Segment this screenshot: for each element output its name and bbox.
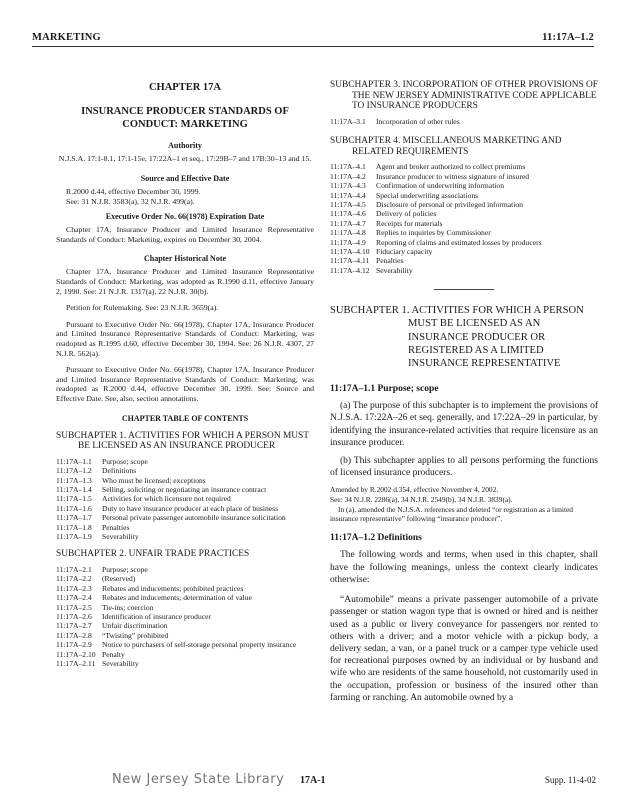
subchapter-1-heading: SUBCHAPTER 1. ACTIVITIES FOR WHICH A PERSON MUST BE LICENSED AS AN INSURANCE PRODUCER OR REGISTERED AS A LIMITED INSURANCE REPRESENTATIVE: [330, 305, 584, 370]
toc-row: [330, 238, 598, 247]
toc-section-number: 11:17A–4.10: [330, 247, 370, 257]
toc-row: [330, 209, 598, 218]
toc-section-number: 11:17A–1.4: [56, 484, 92, 494]
running-header: [32, 32, 594, 46]
toc-section-title: Identification of insurance producer: [102, 611, 212, 621]
source-heading: Source and Effective Date: [140, 174, 230, 183]
amendment-line: Amended by R.2002 d.354, effective November 4, 2002.: [330, 485, 499, 495]
toc-section-number: 11:17A–1.5: [56, 494, 92, 504]
toc-section-title: Duty to have insurance producer at each place of business: [102, 503, 279, 513]
toc-section-title: Delivery of policies: [376, 209, 437, 219]
toc-row: [330, 181, 598, 190]
toc-row: [56, 532, 314, 541]
left-column: [56, 78, 314, 668]
toc-row: [56, 621, 314, 630]
toc-section-number: 11:17A–2.2: [56, 574, 92, 584]
authority-heading: Authority: [168, 141, 202, 150]
header-section-number: 11:17A–1.2: [542, 32, 594, 43]
automobile-definition: “Automobile” means a private passenger automobile of a private passenger or station wagon type that is owned or hired and is neither used as a public or livery conveyance for passengers nor rented to others with a driver; and a motor vehicle with a pickup body, a delivery sedan, a van, or a panel truck or a camper type vehicle used for recreational purposes owned by an individual or by husband and wife who are residents of the same household, not customarily used in the occupation, profession or business of the insured other than farming or ranching. An automobile owned by a: [330, 595, 598, 703]
source-line: See: 31 N.J.R. 3583(a), 32 N.J.R. 499(a).: [66, 196, 195, 206]
toc-row: [56, 476, 314, 485]
amendment-line: See: 34 N.J.R. 2286(a), 34 N.J.R. 2549(b), 34 N.J.R. 3839(a).: [330, 495, 513, 505]
subchapter-1-title: SUBCHAPTER 1. ACTIVITIES FOR WHICH A PERSON MUST BE LICENSED AS AN INSURANCE PRODUCER: [56, 430, 309, 452]
toc-section-title: Receipts for materials: [376, 218, 443, 228]
toc-row: [56, 640, 314, 649]
toc-section-title: Severability: [376, 265, 413, 275]
authority-text: N.J.S.A. 17:1-8.1, 17:1-15e, 17:22A–1 et seq., 17:29B–7 and 17B:30–13 and 15.: [58, 154, 312, 163]
toc-section-number: 11:17A–2.3: [56, 583, 92, 593]
right-column: [330, 80, 598, 710]
toc-row: [330, 228, 598, 237]
toc-section-title: Severability: [102, 659, 139, 668]
toc-row: [330, 200, 598, 209]
toc-section-title: (Reserved): [102, 574, 136, 584]
toc-section-title: Selling, soliciting or negotiating an insurance contract: [102, 484, 267, 494]
toc-row: [56, 523, 314, 532]
toc-section-number: 11:17A–4.5: [330, 200, 366, 209]
toc-row: [56, 565, 314, 574]
toc-section-number: 11:17A–2.5: [56, 602, 92, 612]
toc-section-number: 11:17A–4.6: [330, 209, 366, 219]
toc-section-title: Reporting of claims and estimated losses by producers: [376, 237, 542, 247]
toc-section-number: 11:17A–3.1: [330, 116, 366, 126]
toc-row: [56, 494, 314, 503]
toc-section-title: Insurance producer to witness signature of insured: [376, 171, 530, 181]
toc-section-number: 11:17A–4.9: [330, 237, 366, 247]
toc-row: [56, 457, 314, 466]
toc-section-title: Disclosure of personal or privileged information: [376, 200, 523, 209]
toc-section-title: Purpose; scope: [102, 564, 148, 574]
toc-row: [330, 256, 598, 265]
section-1-2-intro: The following words and terms, when used in this chapter, shall have the following meanings, unless the context clearly indicates otherwise:: [330, 550, 598, 585]
toc-section-number: 11:17A–2.8: [56, 630, 92, 640]
executive-order-text: Chapter 17A, Insurance Producer and Limited Insurance Representative Standards of Conduct: Marketing, expires on December 30, 2004.: [56, 225, 314, 244]
toc-section-title: Replies to inquiries by Commissioner: [376, 228, 491, 238]
subchapter-3-title: SUBCHAPTER 3. INCORPORATION OF OTHER PROVISIONS OF THE NEW JERSEY ADMINISTRATIVE CODE APPLICABLE TO INSURANCE PRODUCERS: [330, 80, 599, 112]
toc-row: [330, 191, 598, 200]
header-rule: [32, 46, 594, 47]
toc-row: [330, 266, 598, 275]
toc-row: [56, 650, 314, 659]
amendment-line: In (a), amended the N.J.S.A. references and deleted “or registration as a limited insurance representative” following “insurance producer”.: [330, 505, 573, 524]
toc-row: [56, 504, 314, 513]
toc-section-number: 11:17A–4.8: [330, 228, 366, 238]
toc-row: [56, 631, 314, 640]
toc-section-number: 11:17A–2.1: [56, 564, 92, 574]
toc-section-title: Incorporation of other rules: [376, 116, 460, 126]
subchapter-4-contents: [330, 162, 598, 275]
toc-section-title: Fiduciary capacity: [376, 247, 433, 257]
table-of-contents-heading: CHAPTER TABLE OF CONTENTS: [121, 413, 249, 423]
toc-row: [56, 612, 314, 621]
toc-section-title: Rebates and inducements; prohibited practices: [102, 583, 244, 593]
historical-note-heading: Chapter Historical Note: [143, 254, 227, 264]
toc-row: [56, 485, 314, 494]
toc-section-title: Special underwriting associations: [376, 190, 479, 200]
toc-section-title: Activities for which licensure not required: [102, 494, 231, 504]
toc-section-title: Tie-ins; coercion: [102, 602, 154, 612]
toc-section-title: “Twisting” prohibited: [102, 630, 169, 640]
toc-section-number: 11:17A–2.7: [56, 621, 92, 631]
toc-section-number: 11:17A–4.11: [330, 256, 370, 266]
toc-section-title: Unfair discrimination: [102, 621, 168, 631]
toc-row: [330, 162, 598, 171]
section-1-1-paragraph-b: (b) This subchapter applies to all persons performing the functions of licensed insurance producers.: [330, 456, 598, 479]
toc-section-number: 11:17A–4.4: [330, 190, 366, 200]
source-text: [66, 187, 314, 206]
toc-section-number: 11:17A–2.9: [56, 640, 92, 650]
page-number: 17A-1: [300, 775, 326, 786]
supplement-date: Supp. 11-4-02: [544, 775, 596, 785]
chapter-title: INSURANCE PRODUCER STANDARDS OF CONDUCT: MARKETING: [81, 106, 289, 130]
toc-section-number: 11:17A–1.9: [56, 531, 92, 541]
toc-row: [56, 574, 314, 583]
header-section-title: MARKETING: [32, 32, 101, 43]
toc-section-title: Purpose; scope: [102, 456, 148, 466]
historical-note-paragraph: Chapter 17A, Insurance Producer and Limited Insurance Representative Standards of Conduct: Marketing, was adopted as R.1990 d.11, effective January 2, 1990. See: 21 N.J.R. 1317(a), 22 N.J.R. 30(b).: [56, 267, 314, 296]
toc-section-title: Severability: [102, 531, 139, 541]
subchapter-1-contents: [56, 457, 314, 542]
toc-section-number: 11:17A–4.2: [330, 171, 366, 181]
section-1-1-heading: 11:17A–1.1 Purpose; scope: [330, 384, 439, 395]
historical-note-paragraph: Petition for Rulemaking. See: 23 N.J.R. 3659(a).: [66, 303, 219, 313]
toc-row: [330, 117, 598, 126]
source-line: R.2000 d.44, effective December 30, 1999.: [66, 187, 201, 196]
toc-row: [330, 247, 598, 256]
toc-section-number: 11:17A–4.12: [330, 265, 370, 275]
toc-section-title: Who must be licensed; exceptions: [102, 475, 206, 485]
toc-row: [330, 219, 598, 228]
toc-section-title: Rebates and inducements; determination of value: [102, 593, 252, 603]
toc-section-number: 11:17A–4.1: [330, 162, 366, 172]
toc-section-title: Penalties: [376, 256, 404, 266]
subchapter-3-contents: [330, 117, 598, 126]
toc-section-title: Personal private passenger automobile insurance solicitation: [102, 513, 286, 523]
toc-section-number: 11:17A–1.1: [56, 456, 92, 466]
toc-row: [56, 513, 314, 522]
toc-row: [56, 659, 314, 668]
toc-section-title: Notice to purchasers of self-storage personal property insurance: [102, 640, 297, 650]
subchapter-2-contents: [56, 565, 314, 668]
toc-section-number: 11:17A–1.8: [56, 522, 92, 532]
amendment-note: [330, 485, 598, 523]
subchapter-4-title: SUBCHAPTER 4. MISCELLANEOUS MARKETING AND RELATED REQUIREMENTS: [330, 136, 562, 157]
toc-row: [56, 584, 314, 593]
toc-section-number: 11:17A–2.4: [56, 593, 92, 603]
toc-row: [56, 603, 314, 612]
chapter-number: CHAPTER 17A: [148, 82, 222, 93]
historical-note-paragraph: Pursuant to Executive Order No. 66(1978), Chapter 17A, Insurance Producer and Limited Insurance Representative Standards of Conduct: Marketing, was readopted as R.1995 d.60, effective December 30, 1994. See: 26 N.J.R. 4307, 27 N.J.R. 562(a).: [56, 319, 314, 358]
toc-section-number: 11:17A–2.6: [56, 611, 92, 621]
toc-section-title: Penalties: [102, 522, 130, 532]
section-1-2-heading: 11:17A–1.2 Definitions: [330, 533, 422, 544]
toc-section-title: Confirmation of underwriting information: [376, 181, 505, 191]
toc-section-title: Definitions: [102, 466, 137, 476]
library-stamp: New Jersey State Library: [112, 772, 285, 787]
toc-section-number: 11:17A–2.10: [56, 649, 96, 659]
toc-section-number: 11:17A–1.2: [56, 466, 92, 476]
historical-note-paragraph: Pursuant to Executive Order No. 66(1978), Chapter 17A, Insurance Producer and Limited Insurance Representative Standards of Conduct: Marketing, was readopted as R.2000 d.44, effective December 30, 1999. See: Source and Effective Date. See, also, section annotations.: [56, 365, 314, 403]
toc-row: [56, 593, 314, 602]
toc-row: [56, 466, 314, 475]
toc-section-number: 11:17A–1.6: [56, 503, 92, 513]
toc-section-number: 11:17A–4.3: [330, 181, 366, 191]
toc-section-number: 11:17A–4.7: [330, 218, 366, 228]
section-1-1-paragraph-a: (a) The purpose of this subchapter is to implement the provisions of N.J.S.A. 17:22A–26 et seq. generally, and 17:22A–29 in particular, by identifying the insurance-related activities that require licensure as an insurance producer.: [330, 401, 598, 448]
subchapter-2-title: SUBCHAPTER 2. UNFAIR TRADE PRACTICES: [56, 549, 250, 560]
section-divider: [434, 289, 494, 290]
executive-order-heading: Executive Order No. 66(1978) Expiration Date: [105, 212, 265, 222]
toc-section-number: 11:17A–2.11: [56, 659, 96, 668]
toc-section-number: 11:17A–1.3: [56, 475, 92, 485]
toc-section-title: Agent and broker authorized to collect premiums: [376, 162, 526, 172]
toc-section-title: Penalty: [102, 649, 125, 659]
toc-section-number: 11:17A–1.7: [56, 513, 92, 523]
toc-row: [330, 172, 598, 181]
